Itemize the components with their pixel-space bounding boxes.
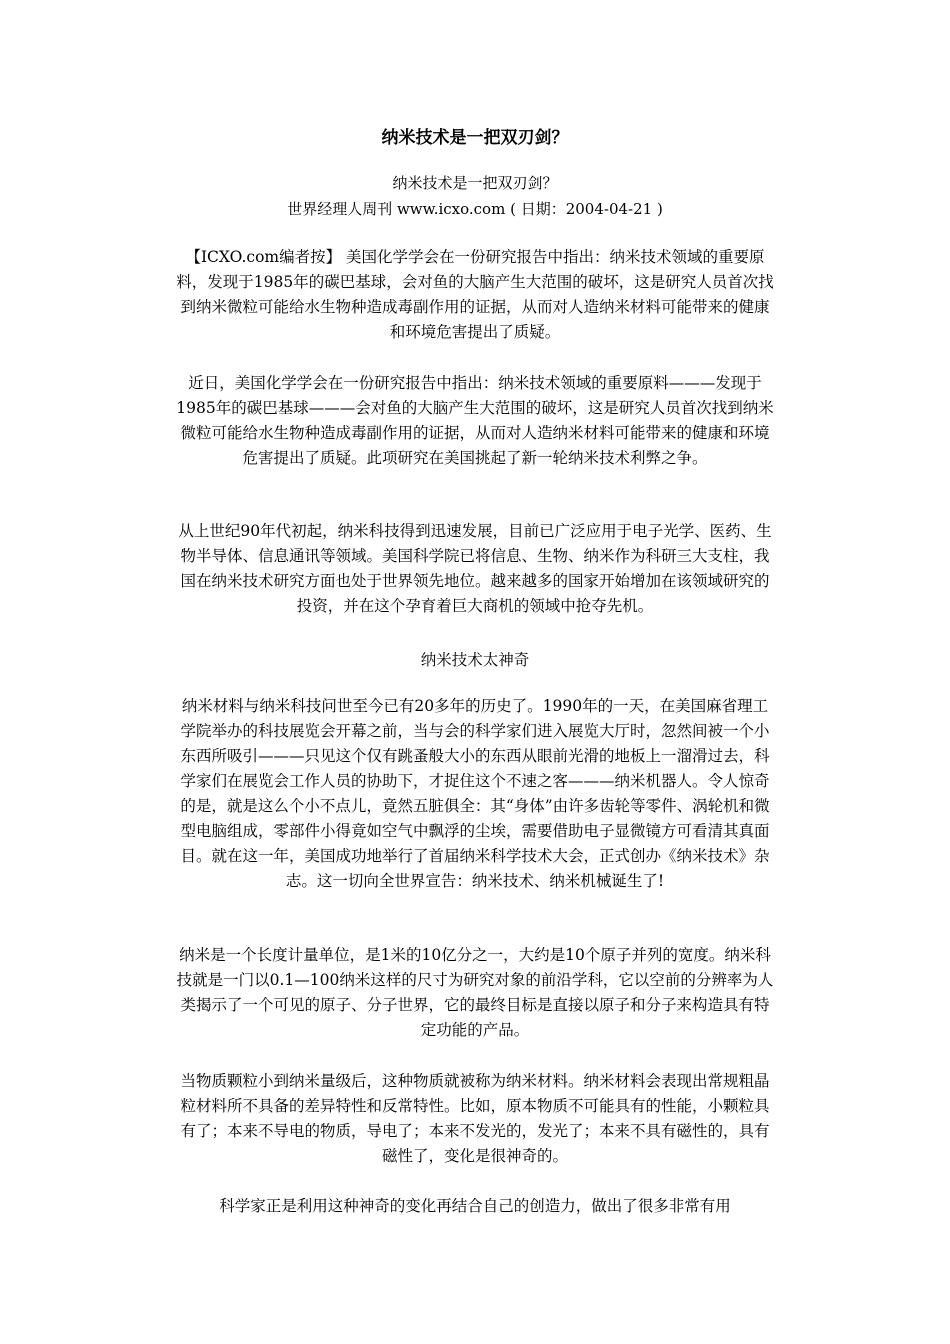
properties-paragraph: 当物质颗粒小到纳米量级后，这种物质就被称为纳米材料。纳米材料会表现出常规粗晶粒材料所不具备的差异特性和反常特性。比如，原本物质不可能具有的性能，小颗粒具有了；本来不导电的物质，导电了；本来不发光的，发光了；本来不具有磁性的，具有磁性了，变化是很神奇的。: [180, 1072, 770, 1165]
document-title: 纳米技术是一把双刃剑？: [381, 128, 569, 148]
intro-paragraph: 近日，美国化学学会在一份研究报告中指出：纳米技术领域的重要原料———发现于1985年的碳巴基球———会对鱼的大脑产生大范围的破坏，这是研究人员首次找到纳米微粒可能给水生物种造成毒副作用的证据，从而对人造纳米材料可能带来的健康和环境危害提出了质疑。此项研究在美国挑起了新一轮纳米技术利弊之争。: [176, 374, 774, 467]
history-paragraph: 纳米材料与纳米科技问世至今已有20多年的历史了。1990年的一天，在美国麻省理工学院举办的科技展览会开幕之前，当与会的科学家们进入展览大厅时，忽然间被一个小东西所吸引———只见这个仅有跳蚤般大小的东西从眼前光滑的地板上一溜滑过去，科学家们在展览会工作人员的协助下，才捉住这个不速之客———纳米机器人。令人惊奇的是，就是这么个小不点儿，竟然五脏俱全：其“身体”由许多齿轮等零件、涡轮机和微型电脑组成，零部件小得竟如空气中飘浮的尘埃，需要借助电子显微镜方可看清其真面目。就在这一年，美国成功地举行了首届纳米科学技术大会，正式创办《纳米技术》杂志。这一切向全世界宣告：纳米技术、纳米机械诞生了!: [180, 697, 770, 890]
definition-paragraph: 纳米是一个长度计量单位，是1米的10亿分之一，大约是10个原子并列的宽度。纳米科技就是一门以0.1—100纳米这样的尺寸为研究对象的前沿学科，它以空前的分辨率为人类揭示了一个可见的原子、分子世界，它的最终目标是直接以原子和分子来构造具有特定功能的产品。: [176, 946, 774, 1039]
editor-note-paragraph: 【ICXO.com编者按】 美国化学学会在一份研究报告中指出：纳米技术领域的重要原料，发现于1985年的碳巴基球，会对鱼的大脑产生大范围的破坏，这是研究人员首次找到纳米微粒可能给水生物种造成毒副作用的证据，从而对人造纳米材料可能带来的健康和环境危害提出了质疑。: [176, 248, 774, 341]
closing-paragraph: 科学家正是利用这种神奇的变化再结合自己的创造力，做出了很多非常有用: [219, 1197, 731, 1215]
background-paragraph: 从上世纪90年代初起，纳米科技得到迅速发展，目前已广泛应用于电子光学、医药、生物半导体、信息通讯等领域。美国科学院已将信息、生物、纳米作为科研三大支柱，我国在纳米技术研究方面也处于世界领先地位。越来越多的国家开始增加在该领域研究的投资，并在这个孕育着巨大商机的领域中抢夺先机。: [178, 522, 772, 615]
section-heading: 纳米技术太神奇: [420, 651, 530, 669]
article-source-line: 世界经理人周刊 www.icxo.com ( 日期：2004-04-21 ): [287, 200, 663, 218]
article-subtitle: 纳米技术是一把双刃剑？: [392, 174, 558, 192]
